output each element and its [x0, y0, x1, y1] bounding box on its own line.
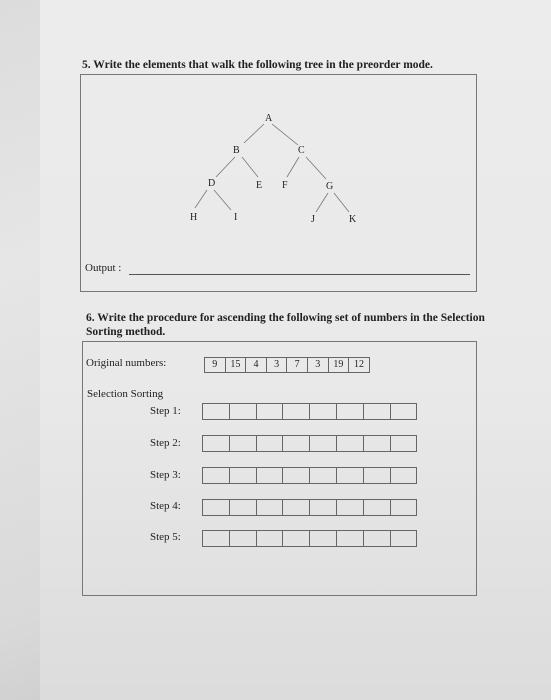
answer-cell[interactable]: [257, 436, 284, 451]
answer-cell[interactable]: [364, 500, 391, 515]
answer-cell[interactable]: [310, 436, 337, 451]
answer-cell[interactable]: [364, 468, 391, 483]
step-4-cells: [202, 499, 417, 516]
tree-node-b: B: [233, 145, 240, 156]
answer-cell[interactable]: [337, 404, 364, 419]
step-1-cells: [202, 403, 417, 420]
original-number-cell: 3: [267, 358, 288, 372]
answer-cell[interactable]: [283, 468, 310, 483]
output-answer-line[interactable]: [129, 274, 470, 275]
edge-b-d: [216, 157, 235, 177]
tree-node-f: F: [282, 180, 288, 191]
step-2-cells: [202, 435, 417, 452]
answer-cell[interactable]: [364, 404, 391, 419]
edge-a-c: [272, 124, 298, 145]
answer-cell[interactable]: [203, 500, 230, 515]
answer-cell[interactable]: [203, 404, 230, 419]
tree-node-h: H: [190, 212, 198, 223]
original-number-cell: 4: [246, 358, 267, 372]
answer-cell[interactable]: [230, 500, 257, 515]
answer-cell[interactable]: [337, 468, 364, 483]
answer-cell[interactable]: [283, 436, 310, 451]
answer-cell[interactable]: [364, 531, 391, 546]
edge-g-k: [334, 193, 349, 212]
answer-cell[interactable]: [391, 531, 417, 546]
step-1-label: Step 1:: [150, 405, 181, 417]
tree-node-k: K: [349, 214, 357, 225]
original-number-cell: 9: [205, 358, 226, 372]
step-4-label: Step 4:: [150, 500, 181, 512]
answer-cell[interactable]: [203, 436, 230, 451]
original-number-cell: 3: [308, 358, 329, 372]
answer-cell[interactable]: [337, 500, 364, 515]
edge-a-b: [244, 124, 264, 143]
edge-d-h: [195, 190, 207, 208]
question-6-title: 6. Write the procedure for ascending the following set of numbers in the Selection Sorting method.: [86, 312, 485, 338]
answer-cell[interactable]: [391, 436, 417, 451]
step-3-cells: [202, 467, 417, 484]
tree-node-j: J: [311, 214, 315, 225]
step-3-label: Step 3:: [150, 469, 181, 481]
answer-cell[interactable]: [310, 468, 337, 483]
tree-node-i: I: [234, 212, 238, 223]
tree-node-d: D: [208, 178, 216, 189]
original-number-cell: 12: [353, 359, 364, 370]
tree-node-e: E: [256, 180, 263, 191]
step-5-label: Step 5:: [150, 531, 181, 543]
answer-cell[interactable]: [257, 468, 284, 483]
answer-cell[interactable]: [337, 531, 364, 546]
answer-cell[interactable]: [257, 500, 284, 515]
answer-cell[interactable]: [257, 531, 284, 546]
tree-node-g: G: [326, 181, 334, 192]
original-numbers-label: Original numbers:: [86, 357, 167, 369]
answer-cell[interactable]: [310, 500, 337, 515]
edge-b-e: [242, 157, 258, 177]
answer-cell[interactable]: [230, 468, 257, 483]
answer-cell[interactable]: [230, 531, 257, 546]
output-label: Output :: [85, 262, 122, 274]
answer-cell[interactable]: [364, 436, 391, 451]
answer-cell[interactable]: [283, 404, 310, 419]
answer-cell[interactable]: [391, 500, 417, 515]
answer-cell[interactable]: [391, 404, 417, 419]
answer-cell[interactable]: [391, 468, 417, 483]
step-5-cells: [202, 530, 417, 547]
answer-cell[interactable]: [257, 404, 284, 419]
edge-d-i: [214, 190, 231, 210]
edge-g-j: [316, 193, 328, 212]
answer-cell[interactable]: [283, 500, 310, 515]
answer-cell[interactable]: [283, 531, 310, 546]
edge-c-f: [287, 157, 299, 177]
original-numbers-row: [204, 357, 370, 373]
question-5-title: 5. Write the elements that walk the following tree in the preorder mode.: [82, 59, 433, 71]
answer-cell[interactable]: [230, 404, 257, 419]
original-number-cell: 7: [287, 358, 308, 372]
tree-node-a: A: [265, 113, 273, 124]
edge-c-g: [306, 157, 326, 179]
selection-sorting-label: Selection Sorting: [87, 388, 164, 400]
step-2-label: Step 2:: [150, 437, 181, 449]
answer-cell[interactable]: [203, 468, 230, 483]
original-number-cell: 19: [329, 358, 350, 372]
answer-cell[interactable]: [310, 531, 337, 546]
answer-cell[interactable]: [310, 404, 337, 419]
original-number-cell: 15: [226, 358, 247, 372]
answer-cell[interactable]: [337, 436, 364, 451]
answer-cell[interactable]: [230, 436, 257, 451]
answer-cell[interactable]: [203, 531, 230, 546]
tree-node-c: C: [298, 145, 305, 156]
